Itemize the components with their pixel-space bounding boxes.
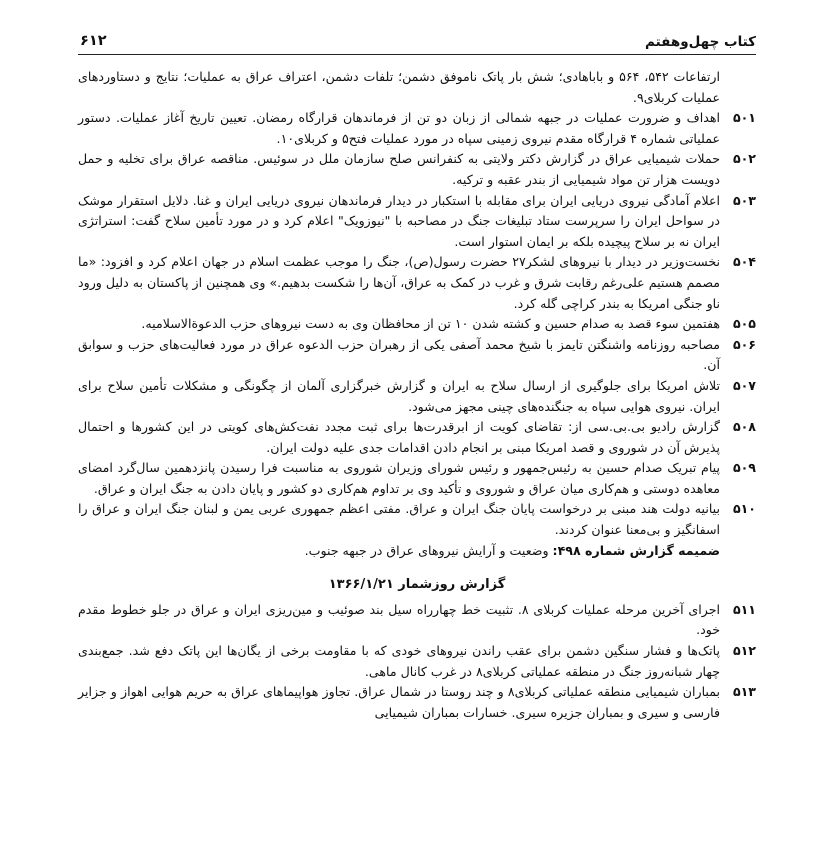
entry (78, 641, 756, 682)
entry-text: بمباران شیمیایی منطقه عملیاتی کربلای۸ و چند روستا در شمال عراق. تجاوز هواپیماهای عراق به حریم هوایی اهواز و جزایر فارسی و سیری و بمباران جزیره سیری. خسارات بمباران شیمیایی (78, 684, 721, 720)
entry-number: ۵۱۲ (732, 643, 756, 659)
entry-text: اهداف و ضرورت عملیات در جبهه شمالی از زبان دو تن از فرماندهان قرارگاه رمضان. تعیین تاریخ آغاز عملیات. دستور عملیاتی شماره ۴ قرارگاه مقدم نیروی زمینی سپاه در مورد عملیات فتح۵ و کربلای۱۰. (78, 110, 720, 146)
entry (78, 314, 756, 335)
entry-text: هفتمین سوء قصد به صدام حسین و کشته شدن ۱۰ تن از محافظان وی به دست نیروهای حزب الدعوةالاسلامیه. (141, 316, 720, 332)
entry-number: ۵۰۲ (732, 151, 756, 167)
entry-text: پاتک‌ها و فشار سنگین دشمن برای عقب راندن نیروهای خودی که با مقاومت برخی از یگان‌ها این پاتک دفع شد. جمع‌بندی چهار شبانه‌روز جنگ در منطقه عملیاتی کربلای۸ در غرب کانال ماهی. (78, 643, 720, 679)
entry (78, 458, 756, 499)
page-number: ۶۱۲ (80, 33, 107, 49)
entry-number: ۵۰۳ (732, 192, 756, 208)
entry-number: ۵۰۵ (732, 316, 756, 332)
book-title: کتاب چهل‌وهفتم (645, 34, 756, 50)
entry-number: ۵۱۱ (732, 601, 756, 617)
entry-number: ۵۰۶ (732, 336, 756, 352)
entry (78, 499, 756, 540)
continued-paragraph: ارتفاعات ۵۴۲، ۵۶۴ و باباهادی؛ شش بار پاتک ناموفق دشمن؛ تلفات دشمن، اعتراف عراق به عملیات؛ نتایج و دستاوردهای عملیات کربلای۹. (78, 69, 720, 105)
entry-text: مصاحبه روزنامه واشنگتن تایمز با شیخ محمد آصفی یکی از رهبران حزب الدعوه عراق در مورد فعالیت‌های حزب و سوابق آن. (78, 336, 720, 373)
entry (78, 417, 756, 458)
entry (78, 252, 756, 314)
entry-number: ۵۱۰ (732, 501, 756, 517)
appendix-label: ضمیمه گزارش شماره ۴۹۸: (552, 542, 720, 558)
entry (78, 108, 756, 149)
appendix-note (78, 541, 756, 562)
book-page (78, 30, 756, 850)
entry-text: گزارش رادیو بی.بی.سی از: تقاضای کویت از ابرقدرت‌ها برای ثبت مجدد نفت‌کش‌های کویتی در این کشورها و احتمال پذیرش آن در شوروی و قصد امریکا مبنی بر انجام دادن اقدامات جدی علیه دولت ایران. (78, 419, 720, 455)
entry (78, 191, 756, 253)
entry-number: ۵۰۱ (732, 110, 756, 126)
entry (78, 335, 756, 376)
entry (78, 149, 756, 190)
entry (78, 682, 756, 723)
entry-number: ۵۰۹ (732, 460, 756, 476)
entry-number: ۵۰۸ (732, 419, 756, 435)
entry-text: اجرای آخرین مرحله عملیات کربلای ۸. تثبیت خط چهارراه سیل بند صوئیب و مین‌ریزی ایران و عراق در جلو خطوط مقدم خود. (78, 601, 720, 638)
entry-text: بیانیه دولت هند مبنی بر درخواست پایان جنگ ایران و عراق. مفتی اعظم جمهوری عربی یمن و لبنان جنگ ایران و عراق را اسفانگیز و بی‌معنا عنوان کردند. (78, 501, 720, 538)
entry-text: پیام تبریک صدام حسین به رئیس‌جمهور و رئیس شورای وزیران شوروی به مناسبت فرا رسیدن پانزدهمین سال‌گرد امضای معاهده دوستی و هم‌کاری میان عراق و شوروی و تأکید وی بر تداوم هم‌کاری دو کشور و پایان دادن به جنگ ایران و عراق. (78, 460, 720, 496)
entry (78, 600, 756, 641)
entry-text: نخست‌وزیر در دیدار با نیروهای لشکر۲۷ حضرت رسول(ص)، جنگ را موجب عظمت اسلام در جهان اعلام کرد و افزود: «ما مصمم هستیم علی‌رغم رقابت شرق و غرب در کمک به عراق، آن‌ها را شکست بدهیم.» وی همچنین از پاکستان به دلیل ورود ناو جنگی امریکا به بندر کراچی گله کرد. (78, 254, 721, 311)
section-heading: گزارش روزشمار ۱۳۶۶/۱/۲۱ (328, 577, 506, 593)
entry-number: ۵۰۷ (732, 377, 756, 393)
entry-text: حملات شیمیایی عراق در گزارش دکتر ولایتی به کنفرانس صلح سازمان ملل در سوئیس. مناقصه عراق برای تخلیه و حمل دویست هزار تن مواد شیمیایی از بندر عقبه و ترکیه. (78, 151, 720, 187)
entry-text: تلاش امریکا برای جلوگیری از ارسال سلاح به ایران و گزارش خبرگزاری آلمان از چگونگی و مشکلات تأمین سلاح برای ایران. نیروی هوایی سپاه به جنگنده‌های چینی مجهز می‌شود. (78, 377, 720, 414)
page-content (78, 67, 756, 723)
entry-number: ۵۱۳ (732, 684, 756, 700)
entry (78, 376, 756, 417)
entry-text: اعلام آمادگی نیروی دریایی ایران برای مقابله با استکبار در دیدار فرماندهان نیروی دریایی ایران و غنا. دلایل استقرار موشک در سواحل ایران را سرپرست ستاد تبلیغات جنگ در مصاحبه با "نیوزویک" اعلام کرد و در مورد تأمین سلاح گفت: استراتژی ایران نه بر سلاح پیچیده بلکه بر ایمان استوار است. (78, 192, 720, 249)
entry-number: ۵۰۴ (732, 254, 756, 270)
page-header (78, 30, 756, 55)
appendix-text: وضعیت و آرایش نیروهای عراق در جبهه جنوب. (304, 542, 553, 558)
